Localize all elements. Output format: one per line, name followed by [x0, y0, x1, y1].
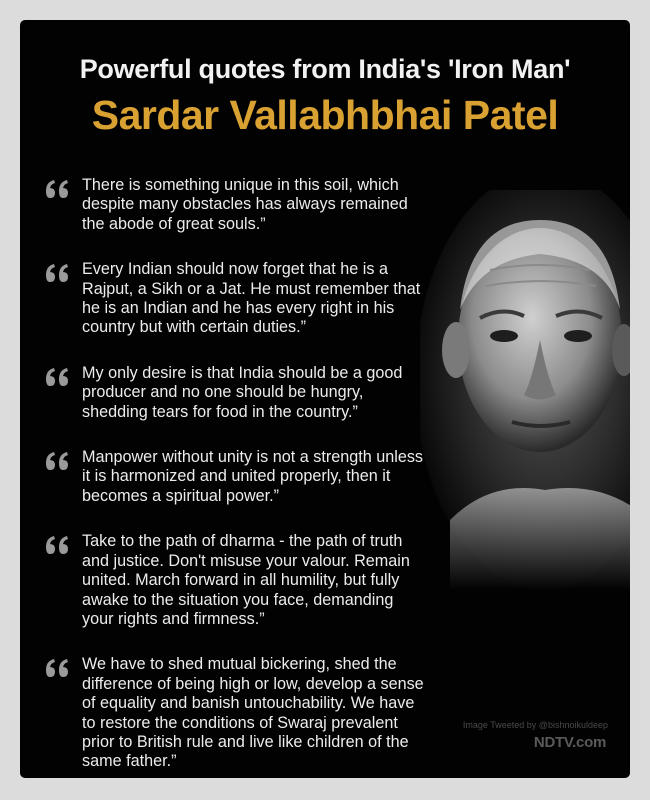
quote-item — [44, 260, 424, 338]
open-quote-icon — [44, 451, 72, 471]
open-quote-icon — [44, 179, 72, 199]
quote-text: We have to shed mutual bickering, shed the difference of being high or low, develop a sense of equality and banish untouchability. We have to restore the conditions of Swaraj prevalent prior to British rule and live like children of the same father.” — [82, 655, 424, 771]
quote-item — [44, 448, 424, 506]
portrait-photo — [420, 190, 630, 590]
quote-text: Manpower without unity is not a strength unless it is harmonized and united properly, then it becomes a spiritual power.” — [82, 448, 424, 505]
open-quote-icon — [44, 367, 72, 387]
quote-text: There is something unique in this soil, which despite many obstacles has always remained the abode of great souls.” — [82, 176, 408, 233]
open-quote-icon — [44, 658, 72, 678]
quote-text: My only desire is that India should be a good producer and no one should be hungry, shedding tears for food in the country.” — [82, 363, 403, 421]
quote-item — [44, 532, 424, 629]
open-quote-icon — [44, 263, 72, 283]
ndtv-logo: NDTV.com — [533, 734, 606, 751]
subtitle: Powerful quotes from India's 'Iron Man' — [79, 54, 571, 84]
quote-item — [44, 176, 424, 234]
open-quote-icon — [44, 535, 72, 555]
quote-text: Every Indian should now forget that he is a Rajput, a Sikh or a Jat. He must remember that he is an Indian and he has every right in his country but with certain duties.” — [82, 260, 421, 337]
quote-list — [44, 176, 424, 772]
image-credit: Image Tweeted by @bishnoikuldeep — [462, 720, 608, 730]
header — [20, 52, 630, 140]
page-title: Sardar Vallabhbhai Patel — [91, 92, 559, 138]
quote-item — [44, 655, 424, 771]
quote-item — [44, 364, 424, 422]
quote-card — [20, 20, 630, 778]
quote-text: Take to the path of dharma - the path of truth and justice. Don't misuse your valour. Remain united. March forward in all humility, but fully awake to the situation you face, demanding your rights and firmness.” — [82, 532, 410, 628]
